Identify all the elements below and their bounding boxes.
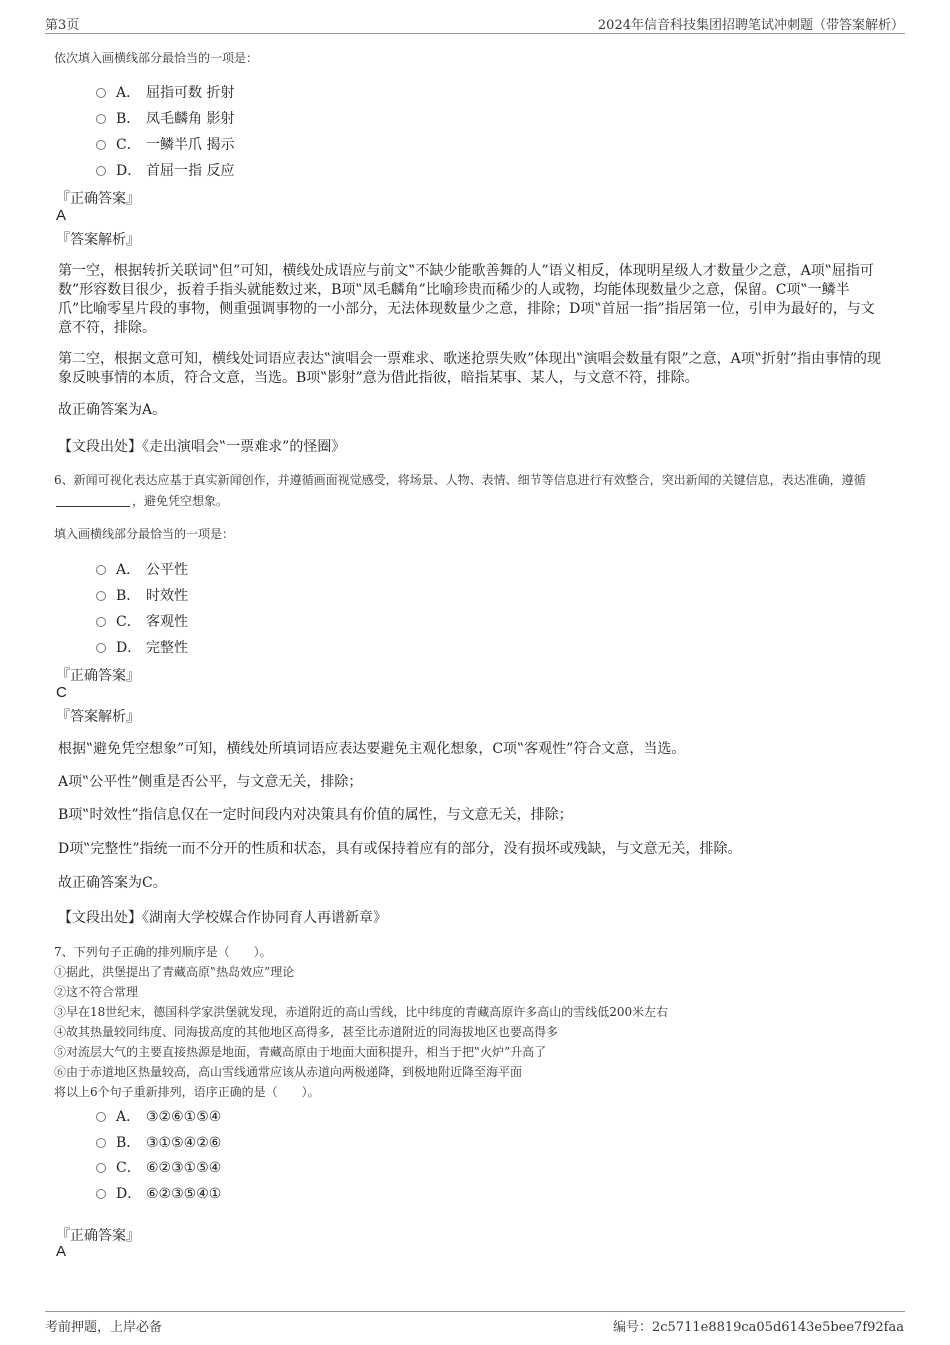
q6-option-c[interactable]: C． 客观性 — [96, 611, 188, 631]
q5-option-a[interactable]: A． 屈指可数 折射 — [96, 82, 234, 102]
q7-sentence-4: ④故其热量较同纬度、同海拔高度的其他地区高得多，甚至比赤道附近的同海拔地区也要高得多 — [54, 1025, 559, 1039]
q7-correct-answer: A — [56, 1243, 67, 1260]
q5-correct-label: 『正确答案』 — [56, 191, 140, 207]
q5-correct-answer: A — [56, 207, 67, 224]
q5-source: 【文段出处】《走出演唱会‟一票难求”的怪圈》 — [58, 439, 346, 455]
radio-icon[interactable] — [96, 1112, 106, 1122]
radio-icon[interactable] — [96, 140, 106, 150]
q6-option-a[interactable]: A． 公平性 — [96, 559, 188, 579]
footer-rule — [45, 1311, 905, 1312]
q7-sentence-3: ③早在18世纪末，德国科学家洪堡就发现，赤道附近的高山雪线，比中纬度的青藏高原许多高山的雪线低200米左右 — [54, 1005, 669, 1019]
radio-icon[interactable] — [96, 617, 106, 627]
document-title: 2024年信音科技集团招聘笔试冲刺题（带答案解析） — [597, 18, 904, 33]
q6-correct-label: 『正确答案』 — [56, 668, 140, 684]
q6-analysis-paragraph-2: A项‟公平性”侧重是否公平，与文意无关，排除； — [58, 774, 363, 790]
q6-option-b[interactable]: B． 时效性 — [96, 585, 188, 605]
q7-sentence-2: ②这不符合常理 — [54, 985, 139, 999]
radio-icon[interactable] — [96, 1163, 106, 1173]
radio-icon[interactable] — [96, 643, 106, 653]
q5-option-c[interactable]: C． 一鳞半爪 揭示 — [96, 134, 234, 154]
q5-prompt: 依次填入画横线部分最恰当的一项是： — [54, 51, 259, 65]
q7-sentence-6: ⑥由于赤道地区热量较高，高山雪线通常应该从赤道向两极递降，到极地附近降至海平面 — [54, 1065, 523, 1079]
q5-analysis-paragraph-2: 第二空，根据文意可知，横线处词语应表达‟演唱会一票难求、歌迷抢票失败”体现出‟演唱会数量有限”之意，A项‟折射”指由事情的现象反映事情的本质，符合文意，当选。B项‟影射”意为借此指彼，暗指某事、某人，与文意不符，排除。 — [58, 351, 882, 386]
q5-analysis-paragraph-1: 第一空，根据转折关联词‟但”可知，横线处成语应与前文‟不缺少能歌善舞的人”语义相反，体现明星级人才数量少之意，A项‟屈指可数”形容数目很少，扳着手指头就能数过来，B项‟凤毛麟角”比喻珍贵而稀少的人或物，均能体现数量少之意，保留。C项‟一鳞半爪”比喻零星片段的事物，侧重强调事物的一小部分，无法体现数量少之意，排除；D项‟首屈一指”指居第一位，引申为最好的，与文意不符，排除。 — [58, 263, 875, 336]
footer-slogan: 考前押题，上岸必备 — [45, 1320, 163, 1335]
q7-option-c[interactable]: C． ⑥②③①⑤④ — [96, 1157, 221, 1177]
radio-icon[interactable] — [96, 88, 106, 98]
q7-option-d[interactable]: D． ⑥②③⑤④① — [96, 1183, 221, 1203]
q6-stem: 6、新闻可视化表达应基于真实新闻创作，并遵循画面视觉感受，将场景、人物、表情、细节等信息进行有效整合，突出新闻的关键信息，表达准确，遵循，避免凭空想象。 — [54, 473, 866, 508]
q7-correct-label: 『正确答案』 — [56, 1228, 140, 1244]
header-rule — [45, 33, 905, 34]
q6-analysis-paragraph-4: D项‟完整性”指统一而不分开的性质和状态，具有或保持着应有的部分，没有损坏或残缺，与文意无关，排除。 — [58, 841, 742, 857]
q5-option-d[interactable]: D． 首屈一指 反应 — [96, 160, 234, 180]
radio-icon[interactable] — [96, 114, 106, 124]
radio-icon[interactable] — [96, 565, 106, 575]
radio-icon[interactable] — [96, 1189, 106, 1199]
radio-icon[interactable] — [96, 1138, 106, 1148]
q5-analysis-label: 『答案解析』 — [56, 232, 140, 248]
q7-option-b[interactable]: B． ③①⑤④②⑥ — [96, 1132, 221, 1152]
q6-conclusion: 故正确答案为C。 — [58, 875, 167, 891]
radio-icon[interactable] — [96, 591, 106, 601]
q7-prompt: 将以上6个句子重新排列，语序正确的是（ ）。 — [54, 1085, 320, 1099]
q6-analysis-paragraph-3: B项‟时效性”指信息仅在一定时间段内对决策具有价值的属性，与文意无关，排除； — [58, 807, 573, 823]
q6-prompt: 填入画横线部分最恰当的一项是： — [54, 527, 235, 541]
q6-analysis-label: 『答案解析』 — [56, 709, 140, 725]
answer-blank — [56, 494, 130, 507]
q5-option-b[interactable]: B． 凤毛麟角 影射 — [96, 108, 234, 128]
q6-source: 【文段出处】《湖南大学校媒合作协同育人再谱新章》 — [58, 910, 387, 926]
q7-stem: 7、下列句子正确的排列顺序是（ ）。 — [54, 945, 272, 959]
q7-sentence-5: ⑤对流层大气的主要直接热源是地面，青藏高原由于地面大面积提升，相当于把‟火炉”升高了 — [54, 1045, 547, 1059]
q5-conclusion: 故正确答案为A。 — [58, 402, 167, 418]
document-id: 编号：2c5711e8819ca05d6143e5bee7f92faa — [612, 1320, 904, 1335]
q7-option-a[interactable]: A． ③②⑥①⑤④ — [96, 1106, 221, 1126]
page-number: 第3页 — [45, 18, 80, 33]
radio-icon[interactable] — [96, 166, 106, 176]
q6-analysis-paragraph-1: 根据‟避免凭空想象”可知，横线处所填词语应表达要避免主观化想象，C项‟客观性”符合文意，当选。 — [58, 741, 686, 757]
q6-correct-answer: C — [56, 684, 67, 701]
q7-sentence-1: ①据此，洪堡提出了青藏高原‟热岛效应”理论 — [54, 965, 295, 979]
q6-option-d[interactable]: D． 完整性 — [96, 637, 188, 657]
